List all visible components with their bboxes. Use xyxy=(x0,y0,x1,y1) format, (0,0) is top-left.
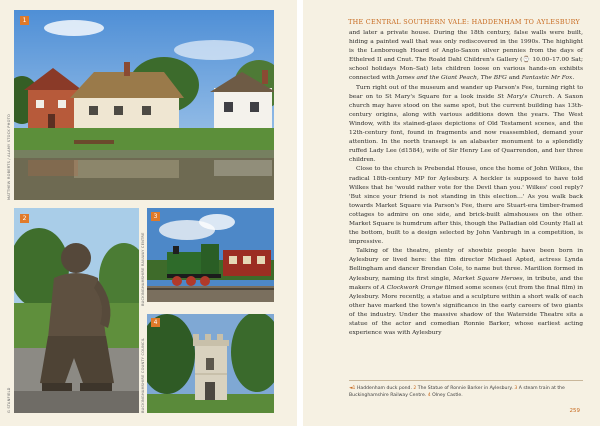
text-run: and xyxy=(506,75,522,82)
running-head: THE CENTRAL SOUTHERN VALE: HADDENHAM TO AYLESBURY xyxy=(348,18,580,26)
caption-marker: 1 xyxy=(352,386,356,391)
text-run: . A Saxon church may have stood on the same spot, but the current building has 13th-century origins, along with various additions down the years. The West Window, with its stained-glass depictions of Old Testament scenes, and the 12th-century font, found in fragments and now reassembled, demand your attention. In the north transept is an alabaster monument to a splendidly ruffed Lady Lee (d1584), wife of Sir Henry Lee of Quarrendon, and her three children. xyxy=(349,93,584,164)
text-run: and later a private house. During the 18th century, false walls were built, hiding a painted wall that was only rediscovered in the 1990s. The highlight is the Lenborough Hoard of Anglo-Saxon silver pennies from the days of Ethelred II and Cnut. The Roald Dahl Children's Gallery ( xyxy=(349,30,583,64)
photo-olney-castle xyxy=(147,314,274,413)
italic-title: James and the Giant Peach, The BFG xyxy=(396,75,507,82)
caption-text: A steam train at the Buckinghamshire Railway Centre. xyxy=(349,386,565,398)
caption-marker: 2 xyxy=(413,386,417,391)
text-run: filmed some scenes (cut from the final film) in Aylesbury. More recently, a statue and a sculpture within a short walk of each other have marked the town's significance in the early careers of two giants of the industry. Under the massive shadow of the Waterside Theatre sits a statue of the actor and comedian Ronnie Barker, whose earliest acting experience was with Aylesbury xyxy=(349,284,583,337)
italic-title: A Clockwork Orange xyxy=(380,284,443,291)
caption-text: Haddenham duck pond. xyxy=(355,386,414,391)
duck-pond-image xyxy=(14,10,274,200)
italic-title: Fantastic Mr Fox xyxy=(521,75,573,82)
photo-credit: BUCKINGHAMSHIRE COUNTY COUNCIL xyxy=(141,337,145,413)
text-run: Turn right out of the museum and wander up Parson's Fee, turning right to bear on to St Mary's Square for a look inside xyxy=(349,84,583,100)
caption-text: The Statue of Ronnie Barker in Aylesbury. xyxy=(416,386,515,391)
text-run: . xyxy=(572,75,575,82)
photo-credit: BUCKINGHAMSHIRE RAILWAY CENTRE xyxy=(141,232,145,306)
photo-number-badge: 4 xyxy=(151,318,160,327)
photo-credit: MATTHEW ROBERTS / ALAMY STOCK PHOTO xyxy=(7,113,11,200)
caption-marker: 4 xyxy=(427,393,431,398)
body-text xyxy=(349,29,583,338)
italic-title: Market Square Heroes xyxy=(453,275,523,282)
clock-icon: ⌚ xyxy=(522,57,531,64)
statue-image xyxy=(14,208,139,413)
text-run: , in tribute, and the makers of xyxy=(349,275,584,291)
photo-number-badge: 1 xyxy=(20,16,29,25)
photo-caption xyxy=(349,385,583,399)
text-run: 10.00–17.00 Sat; school holidays Mon–Sat) lets children loose on various hands-on exhibits connected with xyxy=(349,57,583,82)
body-paragraph xyxy=(349,247,583,338)
photo-number-badge: 3 xyxy=(151,212,160,221)
text-run: Talking of the theatre, plenty of showbiz people have been born in Aylesbury or lived here: the film director Michael Apted, actress Lynda Bellingham and dancer Brendan Cole, to name but three. Marillion formed in Aylesbury, naming its first single, xyxy=(349,248,583,282)
right-page xyxy=(303,0,600,426)
photo-ronnie-barker-statue xyxy=(14,208,139,413)
steam-train-image xyxy=(147,208,274,302)
body-paragraph xyxy=(349,84,583,166)
body-paragraph xyxy=(349,165,583,247)
castle-image xyxy=(147,314,274,413)
photo-steam-train xyxy=(147,208,274,302)
body-paragraph xyxy=(349,29,583,84)
photo-haddenham-duck-pond xyxy=(14,10,274,200)
page-number: 259 xyxy=(569,408,580,414)
italic-title: St Mary's Church xyxy=(497,93,553,100)
caption-text: Olney Castle. xyxy=(430,393,463,398)
caption-marker: 3 xyxy=(514,386,518,391)
text-run: Close to the church is Prebendal House, once the home of John Wilkes, the radical 18th-century MP for Aylesbury. A heckler is supposed to have told Wilkes that he 'would rather vote for the Devil than you.' Wilkes' cool reply? 'But since your friend is not standing in this election…' As you walk back towards Market Square via Parson's Fee, there are Stuart-era timber-framed cottages to admire on one side, and brick-built almshouses on the other. Market Square is humdrum after this, though the Palladian old County Hall at the bottom, built to a design selected by John Vanbrugh in a competition, is impressive. xyxy=(349,166,584,246)
photo-credit: G STANFIELD xyxy=(7,387,11,413)
caption-divider xyxy=(349,380,583,381)
left-page xyxy=(0,0,297,426)
photo-number-badge: 2 xyxy=(20,214,29,223)
caption-marker: ◄ xyxy=(349,386,353,391)
